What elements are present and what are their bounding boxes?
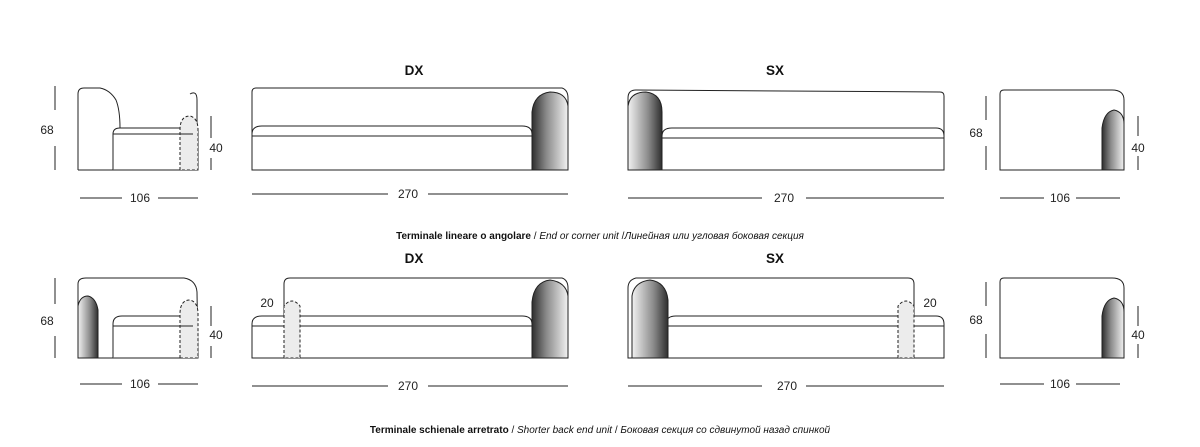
row2-front-view-dx — [252, 251, 568, 393]
row1-front-view-sx — [628, 63, 944, 205]
caption-ru: Боковая секция со сдвинутой назад спинкой — [620, 425, 831, 436]
caption-sep: / — [612, 425, 621, 436]
dim-seat-40: 40 — [209, 328, 223, 342]
dim-length-270: 270 — [776, 379, 798, 393]
dim-offset-20: 20 — [923, 296, 937, 310]
caption-it: Terminale lineare o angolare — [396, 231, 531, 242]
caption-en: End or corner unit — [539, 231, 619, 242]
label-sx: SX — [765, 63, 785, 78]
row2-front-view-sx — [628, 251, 944, 393]
dim-depth-106: 106 — [129, 191, 151, 205]
label-sx: SX — [765, 251, 785, 266]
row1-front-view-dx — [252, 63, 568, 201]
caption-sep: / — [530, 231, 540, 242]
dim-seat-40: 40 — [1131, 141, 1145, 155]
dim-height-68: 68 — [969, 313, 983, 327]
dim-depth-106: 106 — [1049, 191, 1071, 205]
row2-side-view-left — [40, 278, 223, 391]
dim-depth-106: 106 — [1049, 377, 1071, 391]
row1-side-view-right — [969, 90, 1145, 205]
dim-seat-40: 40 — [1131, 328, 1145, 342]
dim-height-68: 68 — [40, 123, 54, 137]
dim-offset-20: 20 — [260, 296, 274, 310]
label-dx: DX — [404, 251, 424, 266]
caption-ru: Линейная или угловая боковая секция — [624, 231, 804, 242]
dim-length-270: 270 — [773, 191, 795, 205]
dim-height-68: 68 — [40, 314, 54, 328]
row1-side-view-left — [40, 86, 223, 205]
dim-depth-106: 106 — [129, 377, 151, 391]
caption-row2 — [0, 425, 1200, 436]
caption-en: Shorter back end unit — [517, 425, 613, 436]
row2-side-view-right — [969, 278, 1145, 391]
caption-it: Terminale schienale arretrato — [369, 425, 509, 436]
caption-sep: / — [508, 425, 518, 436]
dim-height-68: 68 — [969, 126, 983, 140]
caption-row1 — [0, 231, 1200, 242]
label-dx: DX — [404, 63, 424, 78]
caption-sep: / — [618, 231, 625, 242]
dim-length-270: 270 — [397, 379, 419, 393]
dim-length-270: 270 — [397, 187, 419, 201]
dim-seat-40: 40 — [209, 141, 223, 155]
